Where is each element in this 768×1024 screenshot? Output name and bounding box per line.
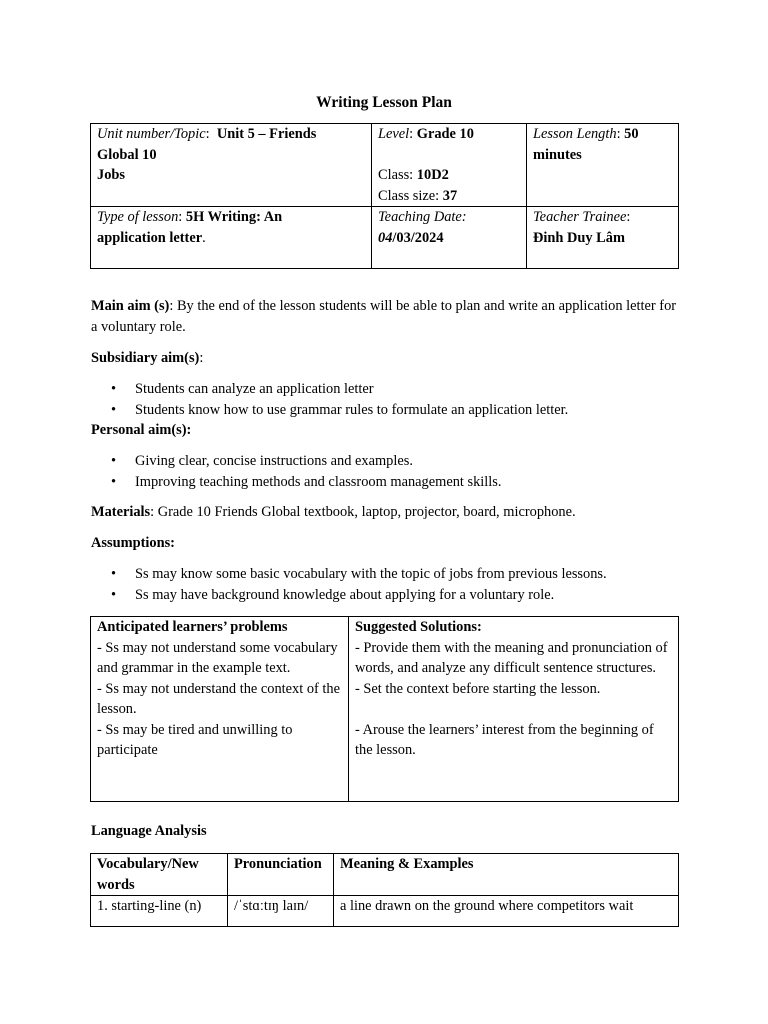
unit-cell: Unit number/Topic: Unit 5 – Friends Global 10 Jobs: [91, 124, 372, 207]
date-cell: [372, 207, 527, 269]
column-header: Meaning & Examples: [334, 854, 679, 896]
solutions-cell: [349, 617, 679, 802]
vocab-word: 1. starting-line (n): [91, 896, 228, 927]
date-label: Teaching Date:: [378, 209, 467, 225]
class-size-label: Class size:: [378, 187, 440, 204]
table-header-row: [91, 854, 679, 896]
main-aim: [91, 296, 681, 337]
trainee-label: Teacher Trainee: [533, 209, 627, 225]
class-size-value: 37: [442, 187, 458, 204]
length-unit: minutes: [533, 146, 582, 163]
type-label: Type of lesson: [97, 209, 179, 225]
solution-item: - Arouse the learners’ interest from the beginning of the lesson.: [355, 721, 654, 758]
main-aim-text: : By the end of the lesson students will be able to plan and write an application letter for a voluntary role.: [91, 298, 677, 335]
problems-solutions-table: [90, 616, 679, 802]
main-aim-label: Main aim (s): [91, 298, 170, 314]
length-label: Lesson Length: [533, 126, 617, 142]
list-item: • Giving clear, concise instructions and examples.: [91, 451, 501, 472]
level-value: Grade 10: [416, 126, 474, 142]
column-header: Vocabulary/New words: [91, 854, 228, 896]
list-item: • Improving teaching methods and classroom management skills.: [91, 472, 501, 493]
problems-header: Anticipated learners’ problems: [97, 619, 288, 635]
subsidiary-aims-heading: Subsidiary aim(s):: [91, 350, 204, 366]
class-label: Class:: [378, 167, 414, 183]
problems-cell: [91, 617, 349, 802]
table-row: [91, 124, 679, 207]
language-analysis-table: [90, 853, 679, 927]
assumptions-heading: Assumptions:: [91, 535, 175, 551]
list-item: • Ss may know some basic vocabulary with the topic of jobs from previous lessons.: [91, 564, 607, 585]
level-cell: Level: Grade 10 Class: 10D2 Class size: 37: [372, 124, 527, 207]
list-item: • Students know how to use grammar rules to formulate an application letter.: [91, 400, 568, 421]
lesson-info-table: [90, 123, 679, 269]
vocab-meaning: a line drawn on the ground where competitors wait: [334, 896, 679, 927]
problem-item: - Ss may not understand the context of the lesson.: [97, 680, 340, 717]
date-day: 04: [378, 229, 393, 246]
class-value: 10D2: [416, 167, 449, 183]
table-row: [91, 617, 679, 802]
length-cell: Lesson Length: 50 minutes: [527, 124, 679, 207]
list-item: • Students can analyze an application letter: [91, 379, 568, 400]
length-value: 50: [624, 126, 639, 142]
language-analysis-heading: Language Analysis: [91, 823, 207, 839]
vocab-pronunciation: /ˈstɑːtɪŋ laɪn/: [228, 896, 334, 927]
list-item: • Ss may have background knowledge about applying for a voluntary role.: [91, 585, 607, 606]
table-row: [91, 207, 679, 269]
unit-topic: Jobs: [97, 167, 125, 183]
type-value-2: application letter: [97, 229, 203, 246]
column-header: Pronunciation: [228, 854, 334, 896]
unit-value: Unit 5 – Friends: [216, 126, 317, 142]
problem-item: - Ss may not understand some vocabulary and grammar in the example text.: [97, 639, 338, 676]
materials-label: Materials: [91, 504, 151, 520]
level-label: Level: [378, 126, 410, 142]
subsidiary-aims-list: [91, 379, 568, 420]
date-rest: /03/2024: [392, 229, 444, 246]
personal-aims-list: [91, 451, 501, 492]
solution-item: - Provide them with the meaning and pronunciation of words, and analyze any difficult sentence structures.: [355, 639, 668, 676]
trainee-name: Đinh Duy Lâm: [533, 229, 625, 246]
type-cell: Type of lesson: 5H Writing: An application letter.: [91, 207, 372, 269]
type-value: 5H Writing: An: [185, 209, 283, 225]
unit-label: Unit number/Topic: [97, 126, 206, 142]
problem-item: - Ss may be tired and unwilling to participate: [97, 721, 293, 758]
trainee-cell: Teacher Trainee: Đinh Duy Lâm: [527, 207, 679, 269]
materials: [91, 502, 681, 523]
solutions-header: Suggested Solutions:: [355, 619, 482, 635]
materials-text: : Grade 10 Friends Global textbook, laptop, projector, board, microphone.: [150, 504, 576, 520]
solution-item: - Set the context before starting the lesson.: [355, 680, 601, 697]
personal-aims-heading: Personal aim(s):: [91, 422, 192, 438]
page-title: Writing Lesson Plan: [316, 94, 452, 111]
table-row: [91, 896, 679, 927]
unit-value-2: Global 10: [97, 146, 157, 163]
assumptions-list: [91, 564, 607, 605]
